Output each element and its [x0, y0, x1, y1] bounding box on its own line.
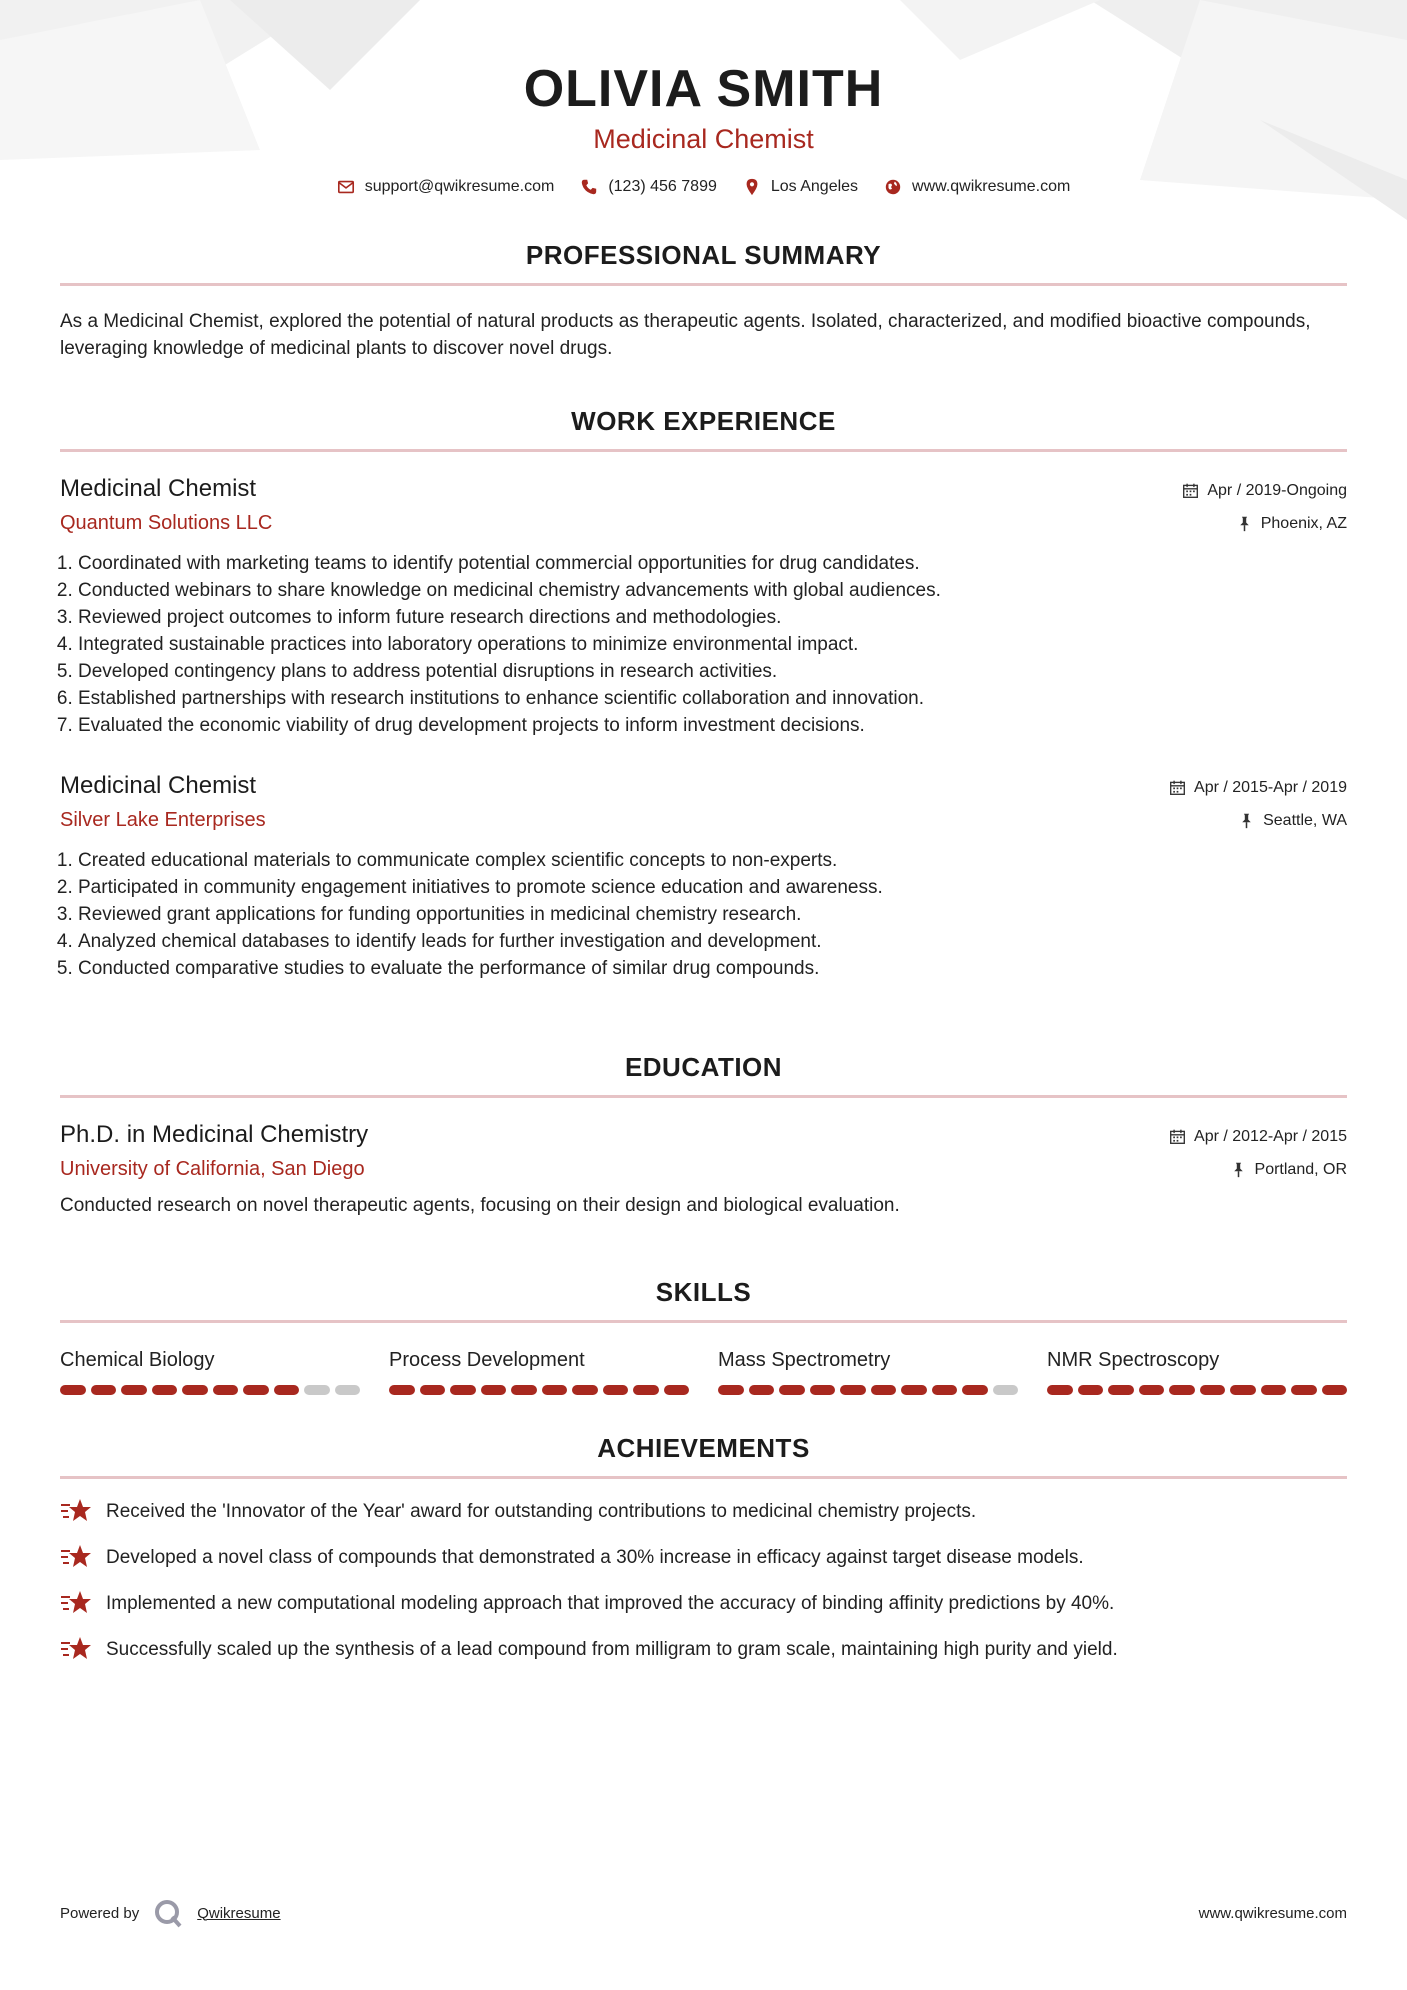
achievement-text: Successfully scaled up the synthesis of a lead compound from milligram to gram scale, maintaining high purity and yield.: [106, 1638, 1118, 1660]
skill-item: [60, 1347, 360, 1395]
contact-email[interactable]: [337, 178, 555, 196]
pushpin-icon: [1236, 515, 1253, 532]
list-item: 5. Conducted comparative studies to evaluate the performance of similar drug compounds.: [78, 955, 1347, 982]
skills-grid: [60, 1347, 1347, 1395]
skills-section: [60, 1277, 1347, 1395]
contact-bar: [60, 178, 1347, 196]
skill-rating-dot: [779, 1385, 805, 1395]
skill-rating-dot: [450, 1385, 476, 1395]
skill-rating-dot: [1169, 1385, 1195, 1395]
list-item: 4. Analyzed chemical databases to identify leads for further investigation and development.: [78, 928, 1347, 955]
list-item: 7. Evaluated the economic viability of drug development projects to inform investment decisions.: [78, 712, 1347, 739]
skill-rating-dot: [962, 1385, 988, 1395]
skill-item: [1047, 1347, 1347, 1395]
achievement-item: [60, 1543, 1347, 1571]
location-text: Phoenix, AZ: [1260, 514, 1347, 532]
powered-by-label: Powered by: [60, 1904, 140, 1922]
education-dates: [1169, 1120, 1347, 1153]
skill-item: [389, 1347, 689, 1395]
skill-rating-dot: [420, 1385, 446, 1395]
company-name: Quantum Solutions LLC: [60, 512, 273, 534]
website-text: www.qwikresume.com: [912, 178, 1071, 195]
footer-website[interactable]: www.qwikresume.com: [1198, 1904, 1347, 1922]
skill-rating: [60, 1385, 360, 1395]
phone-text: (123) 456 7899: [608, 178, 717, 195]
skill-rating-dot: [1291, 1385, 1317, 1395]
job-title: Medicinal Chemist: [60, 772, 257, 799]
job-location: [1169, 804, 1347, 837]
skill-rating-dot: [91, 1385, 117, 1395]
skill-name: Process Development: [389, 1349, 585, 1371]
skill-rating-dot: [993, 1385, 1019, 1395]
skill-rating-dot: [121, 1385, 147, 1395]
skill-rating-dot: [603, 1385, 629, 1395]
section-heading: ACHIEVEMENTS: [60, 1433, 1347, 1479]
skill-rating-dot: [901, 1385, 927, 1395]
list-item: 1. Coordinated with marketing teams to identify potential commercial opportunities for drug candidates.: [78, 550, 1347, 577]
skill-rating-dot: [1139, 1385, 1165, 1395]
skill-rating-dot: [213, 1385, 239, 1395]
summary-section: [60, 240, 1347, 362]
achievement-item: [60, 1497, 1347, 1525]
skill-rating-dot: [152, 1385, 178, 1395]
list-item: 3. Reviewed project outcomes to inform future research directions and methodologies.: [78, 604, 1347, 631]
job-bullets: [60, 550, 1347, 739]
section-heading: WORK EXPERIENCE: [60, 406, 1347, 452]
experience-section: [60, 406, 1347, 982]
skill-rating-dot: [182, 1385, 208, 1395]
skill-rating-dot: [243, 1385, 269, 1395]
calendar-icon: [1169, 779, 1186, 796]
skill-rating-dot: [304, 1385, 330, 1395]
degree-title: Ph.D. in Medicinal Chemistry: [60, 1121, 369, 1148]
brand-link[interactable]: Qwikresume: [197, 1904, 281, 1922]
skill-rating-dot: [1108, 1385, 1134, 1395]
skill-rating-dot: [274, 1385, 300, 1395]
skill-rating-dot: [572, 1385, 598, 1395]
skill-rating-dot: [335, 1385, 361, 1395]
skill-rating-dot: [718, 1385, 744, 1395]
list-item: 2. Participated in community engagement initiatives to promote science education and awareness.: [78, 874, 1347, 901]
job-entry: [60, 771, 1347, 982]
company-name: Silver Lake Enterprises: [60, 809, 266, 831]
list-item: 6. Established partnerships with research institutions to enhance scientific collaboration and innovation.: [78, 685, 1347, 712]
phone-icon: [580, 178, 598, 196]
achievement-text: Received the 'Innovator of the Year' award for outstanding contributions to medicinal chemistry projects.: [106, 1500, 977, 1522]
skill-item: [718, 1347, 1018, 1395]
shooting-star-icon: [60, 1589, 92, 1617]
calendar-icon: [1182, 482, 1199, 499]
section-heading: PROFESSIONAL SUMMARY: [60, 240, 1347, 286]
section-heading: EDUCATION: [60, 1052, 1347, 1098]
skill-rating-dot: [749, 1385, 775, 1395]
pushpin-icon: [1238, 812, 1255, 829]
list-item: 2. Conducted webinars to share knowledge on medicinal chemistry advancements with global audiences.: [78, 577, 1347, 604]
list-item: 1. Created educational materials to communicate complex scientific concepts to non-experts.: [78, 847, 1347, 874]
skill-rating-dot: [1261, 1385, 1287, 1395]
skill-rating: [389, 1385, 689, 1395]
skill-rating-dot: [810, 1385, 836, 1395]
dates-text: Apr / 2015-Apr / 2019: [1194, 778, 1347, 796]
education-entry: [60, 1120, 1347, 1219]
job-dates: [1182, 474, 1347, 507]
achievement-item: [60, 1635, 1347, 1663]
skill-rating-dot: [840, 1385, 866, 1395]
list-item: 4. Integrated sustainable practices into laboratory operations to minimize environmental impact.: [78, 631, 1347, 658]
skill-rating-dot: [871, 1385, 897, 1395]
skill-rating-dot: [60, 1385, 86, 1395]
skill-name: Chemical Biology: [60, 1349, 215, 1371]
envelope-icon: [337, 178, 355, 196]
skill-name: NMR Spectroscopy: [1047, 1349, 1220, 1371]
email-text: support@qwikresume.com: [364, 178, 555, 195]
skill-rating-dot: [389, 1385, 415, 1395]
pushpin-icon: [1230, 1161, 1247, 1178]
powered-by: [60, 1898, 281, 1928]
skill-rating-dot: [633, 1385, 659, 1395]
education-location: [1169, 1153, 1347, 1186]
dates-text: Apr / 2019-Ongoing: [1207, 481, 1347, 499]
dates-text: Apr / 2012-Apr / 2015: [1194, 1127, 1347, 1145]
achievement-item: [60, 1589, 1347, 1617]
map-pin-icon: [743, 178, 761, 196]
job-location: [1182, 507, 1347, 540]
skill-rating-dot: [664, 1385, 690, 1395]
shooting-star-icon: [60, 1543, 92, 1571]
list-item: 5. Developed contingency plans to address potential disruptions in research activities.: [78, 658, 1347, 685]
contact-location: [743, 178, 858, 196]
education-section: [60, 1052, 1347, 1219]
page-footer: [60, 1898, 1347, 1928]
job-entry: [60, 474, 1347, 739]
skill-rating-dot: [1322, 1385, 1348, 1395]
achievements-section: [60, 1433, 1347, 1663]
skill-rating-dot: [1200, 1385, 1226, 1395]
candidate-name: OLIVIA SMITH: [523, 60, 884, 118]
location-text: Seattle, WA: [1263, 811, 1347, 829]
skill-rating-dot: [1078, 1385, 1104, 1395]
section-heading: SKILLS: [60, 1277, 1347, 1323]
job-bullets: [60, 847, 1347, 982]
resume-header: [60, 0, 1347, 196]
skill-rating: [1047, 1385, 1347, 1395]
candidate-title: Medicinal Chemist: [593, 124, 814, 154]
achievement-text: Implemented a new computational modeling approach that improved the accuracy of binding affinity predictions by 40%.: [106, 1592, 1115, 1614]
skill-rating: [718, 1385, 1018, 1395]
skill-rating-dot: [481, 1385, 507, 1395]
skill-rating-dot: [542, 1385, 568, 1395]
qwikresume-logo-icon: [153, 1898, 183, 1928]
job-title: Medicinal Chemist: [60, 475, 257, 502]
skill-rating-dot: [511, 1385, 537, 1395]
skill-name: Mass Spectrometry: [718, 1349, 891, 1371]
location-text: Los Angeles: [770, 178, 859, 195]
list-item: 3. Reviewed grant applications for funding opportunities in medicinal chemistry research.: [78, 901, 1347, 928]
skill-rating-dot: [932, 1385, 958, 1395]
skill-rating-dot: [1047, 1385, 1073, 1395]
achievement-text: Developed a novel class of compounds that demonstrated a 30% increase in efficacy against target disease models.: [106, 1546, 1084, 1568]
shooting-star-icon: [60, 1635, 92, 1663]
summary-text: As a Medicinal Chemist, explored the potential of natural products as therapeutic agents. Isolated, characterized, and modified bioactive compounds, leveraging knowledge of medicinal plants to discover novel drugs.: [60, 311, 1311, 359]
globe-icon: [884, 178, 902, 196]
education-description: Conducted research on novel therapeutic agents, focusing on their design and biological evaluation.: [60, 1195, 900, 1216]
shooting-star-icon: [60, 1497, 92, 1525]
calendar-icon: [1169, 1128, 1186, 1145]
contact-phone[interactable]: [580, 178, 717, 196]
location-text: Portland, OR: [1254, 1160, 1347, 1178]
skill-rating-dot: [1230, 1385, 1256, 1395]
contact-website[interactable]: [884, 178, 1070, 196]
job-dates: [1169, 771, 1347, 804]
school-name: University of California, San Diego: [60, 1158, 365, 1180]
